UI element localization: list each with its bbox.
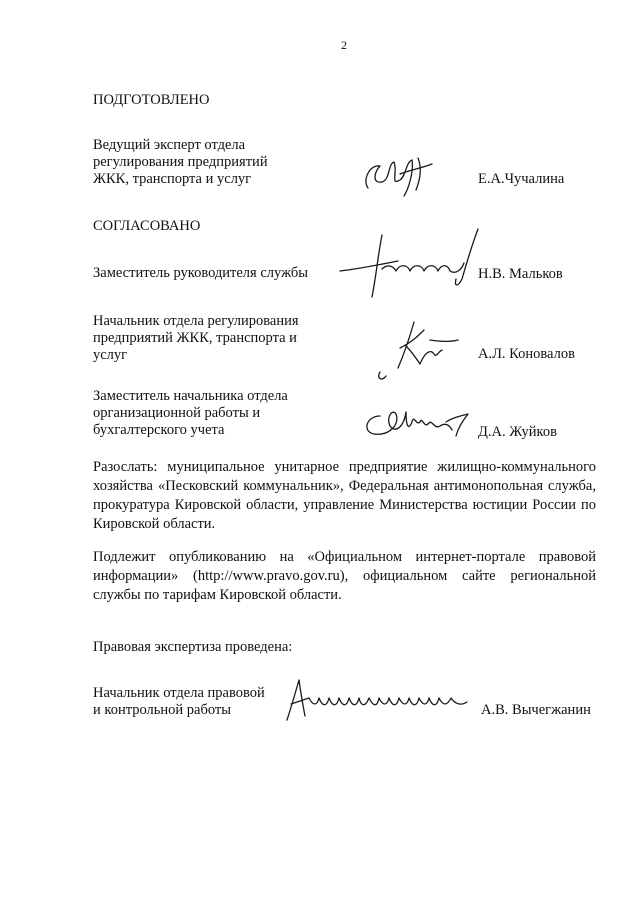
legal-review-heading: Правовая экспертиза проведена: (93, 639, 293, 655)
prepared-heading: ПОДГОТОВЛЕНО (93, 92, 210, 108)
page-number: 2 (341, 38, 347, 52)
signer-2-position-line-2: предприятий ЖКК, транспорта и (93, 330, 297, 346)
distribution-paragraph: Разослать: муниципальное унитарное предприятие жилищно-коммунального хозяйства «Песковский коммунальник», Федеральная антимонопольная служба, прокуратура Кировской области, управление Министерства юстиции России по Кировской области. (93, 459, 596, 532)
signer-1-name: Н.В. Мальков (478, 266, 563, 282)
signature-chuchalina (360, 150, 440, 200)
signer-3-position-line-3: бухгалтерского учета (93, 422, 225, 438)
signer-2-position-line-3: услуг (93, 347, 128, 363)
legal-review-position-line-2: и контрольной работы (93, 702, 231, 718)
signer-3-position-line-2: организационной работы и (93, 405, 261, 421)
signer-3-name: Д.А. Жуйков (478, 424, 557, 440)
signature-vychegzhanin (285, 676, 475, 724)
signer-2-position-line-1: Начальник отдела регулирования (93, 313, 299, 329)
publication-paragraph: Подлежит опубликованию на «Официальном интернет-портале правовой информации» (http://www.pravo.gov.ru), официальном сайте региональной службы по тарифам Кировской области. (93, 549, 596, 603)
signer-3-position-line-1: Заместитель начальника отдела (93, 388, 288, 404)
signer-2-name: А.Л. Коновалов (478, 346, 575, 362)
prepared-position-line-1: Ведущий эксперт отдела (93, 137, 246, 153)
signature-malkov (338, 225, 488, 300)
legal-review-name: А.В. Вычегжанин (481, 702, 591, 718)
prepared-name: Е.А.Чучалина (478, 171, 565, 187)
prepared-position-line-3: ЖКК, транспорта и услуг (93, 171, 252, 187)
legal-review-position-line-1: Начальник отдела правовой (93, 685, 265, 701)
prepared-position-line-2: регулирования предприятий (93, 154, 268, 170)
agreed-heading: СОГЛАСОВАНО (93, 218, 201, 234)
signature-konovalov (372, 318, 462, 383)
signer-1-position-line-1: Заместитель руководителя службы (93, 265, 309, 281)
signature-zhuikov (360, 404, 470, 444)
